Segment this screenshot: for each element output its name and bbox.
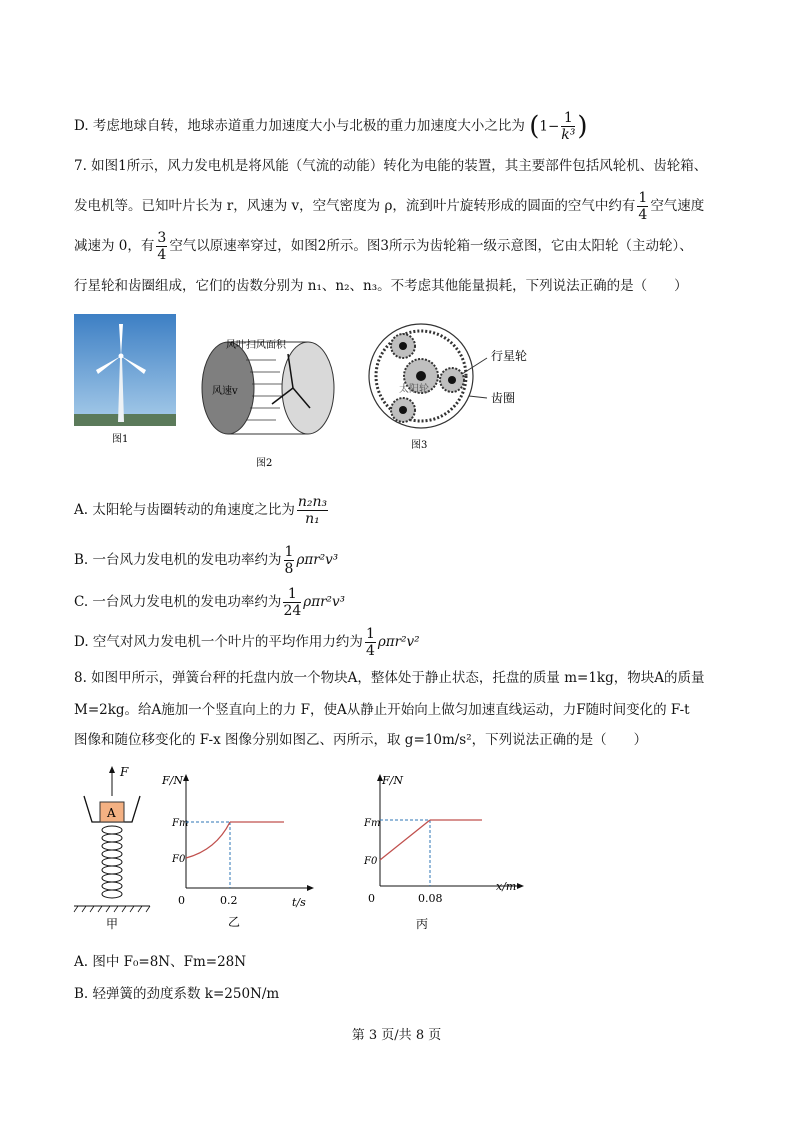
q6-option-d: D. 考虑地球自转，地球赤道重力加速度大小与北极的重力加速度大小之比为 (1− $\frac{1}{\text{k³}}$ ) <box>74 110 588 143</box>
q8-figure-bing <box>350 768 530 933</box>
bing-origin: 0 <box>368 892 375 905</box>
q7-line4: 行星轮和齿圈组成，它们的齿数分别为 n₁、n₂、n₃。不考虑其他能量损耗，下列说法正确的是（ ） <box>74 278 688 294</box>
q8-line2: M=2kg。给A施加一个竖直向上的力 F，使A从静止开始向上做匀加速直线运动，力F随时间变化的 F-t <box>74 702 690 718</box>
bing-xlabel: x/m <box>496 880 517 893</box>
fig3-caption: 图3 <box>411 440 428 451</box>
yi-origin: 0 <box>178 894 185 907</box>
bing-F0: F0 <box>364 856 378 867</box>
q7-line1: 7. 如图1所示，风力发电机是将风能（气流的动能）转化为电能的装置，其主要部件包括风轮机、齿轮箱、 <box>74 158 708 174</box>
q8-line1: 8. 如图甲所示，弹簧台秤的托盘内放一个物块A，整体处于静止状态，托盘的质量 m=1kg，物块A的质量 <box>74 670 705 686</box>
q8-figure-jia <box>70 764 160 934</box>
yi-Fm: Fm <box>172 818 189 829</box>
fig2-area-label: 风叶扫风面积 <box>226 340 286 351</box>
yi-caption: 乙 <box>228 915 241 929</box>
q7-line2: 发电机等。已知叶片长为 r，风速为 v，空气密度为 ρ，流到叶片旋转形成的圆面的空气中约有 $\frac{1}{4}$ 空气速度 <box>74 190 705 223</box>
fig3-sun-label: 太阳轮 <box>399 384 429 395</box>
q7-option-a: A. 太阳轮与齿圈转动的角速度之比为 $\frac{\text{n₂n₃}}{\text{n₁}}$ <box>74 494 328 527</box>
yi-tick-0.2: 0.2 <box>220 894 238 907</box>
q8-option-a: A. 图中 F₀=8N、Fm=28N <box>74 954 247 970</box>
q7-option-c: C. 一台风力发电机的发电功率约为 $\frac{1}{24}$ ρπr²v³ <box>74 586 345 619</box>
q7-figure3 <box>365 318 545 458</box>
fig3-ring-label: 齿圈 <box>491 391 516 405</box>
q8-figure-yi <box>158 768 318 933</box>
yi-xlabel: t/s <box>292 896 306 909</box>
fig1-caption: 图1 <box>112 434 129 445</box>
q8-line3: 图像和随位移变化的 F-x 图像分别如图乙、丙所示，取 g=10m/s²，下列说法正确的是（ ） <box>74 732 648 748</box>
jia-caption: 甲 <box>106 917 119 931</box>
q7-figure1-photo <box>74 314 176 454</box>
jia-F-label: F <box>120 765 129 779</box>
q7-option-d: D. 空气对风力发电机一个叶片的平均作用力约为 $\frac{1}{4}$ ρπr²v² <box>74 626 420 659</box>
fig2-wind-label: 风速v <box>212 386 238 397</box>
bing-Fm: Fm <box>364 818 381 829</box>
bing-tick-0.08: 0.08 <box>418 892 443 905</box>
bing-ylabel: F/N <box>382 774 403 787</box>
q7-figure2 <box>196 330 356 470</box>
fig2-caption: 图2 <box>256 458 273 469</box>
q7-line3: 减速为 0，有 $\frac{3}{4}$ 空气以原速率穿过，如图2所示。图3所示为齿轮箱一级示意图，它由太阳轮（主动轮）、 <box>74 230 693 263</box>
block-A-label: A <box>107 806 116 820</box>
q7-option-b: B. 一台风力发电机的发电功率约为 $\frac{1}{8}$ ρπr²v³ <box>74 544 339 577</box>
yi-ylabel: F/N <box>162 774 183 787</box>
yi-F0: F0 <box>172 854 186 865</box>
q8-option-b: B. 轻弹簧的劲度系数 k=250N/m <box>74 986 280 1002</box>
page-footer: 第 3 页/共 8 页 <box>351 1028 442 1043</box>
bing-caption: 丙 <box>416 917 429 931</box>
fig3-planet-label: 行星轮 <box>491 349 528 363</box>
